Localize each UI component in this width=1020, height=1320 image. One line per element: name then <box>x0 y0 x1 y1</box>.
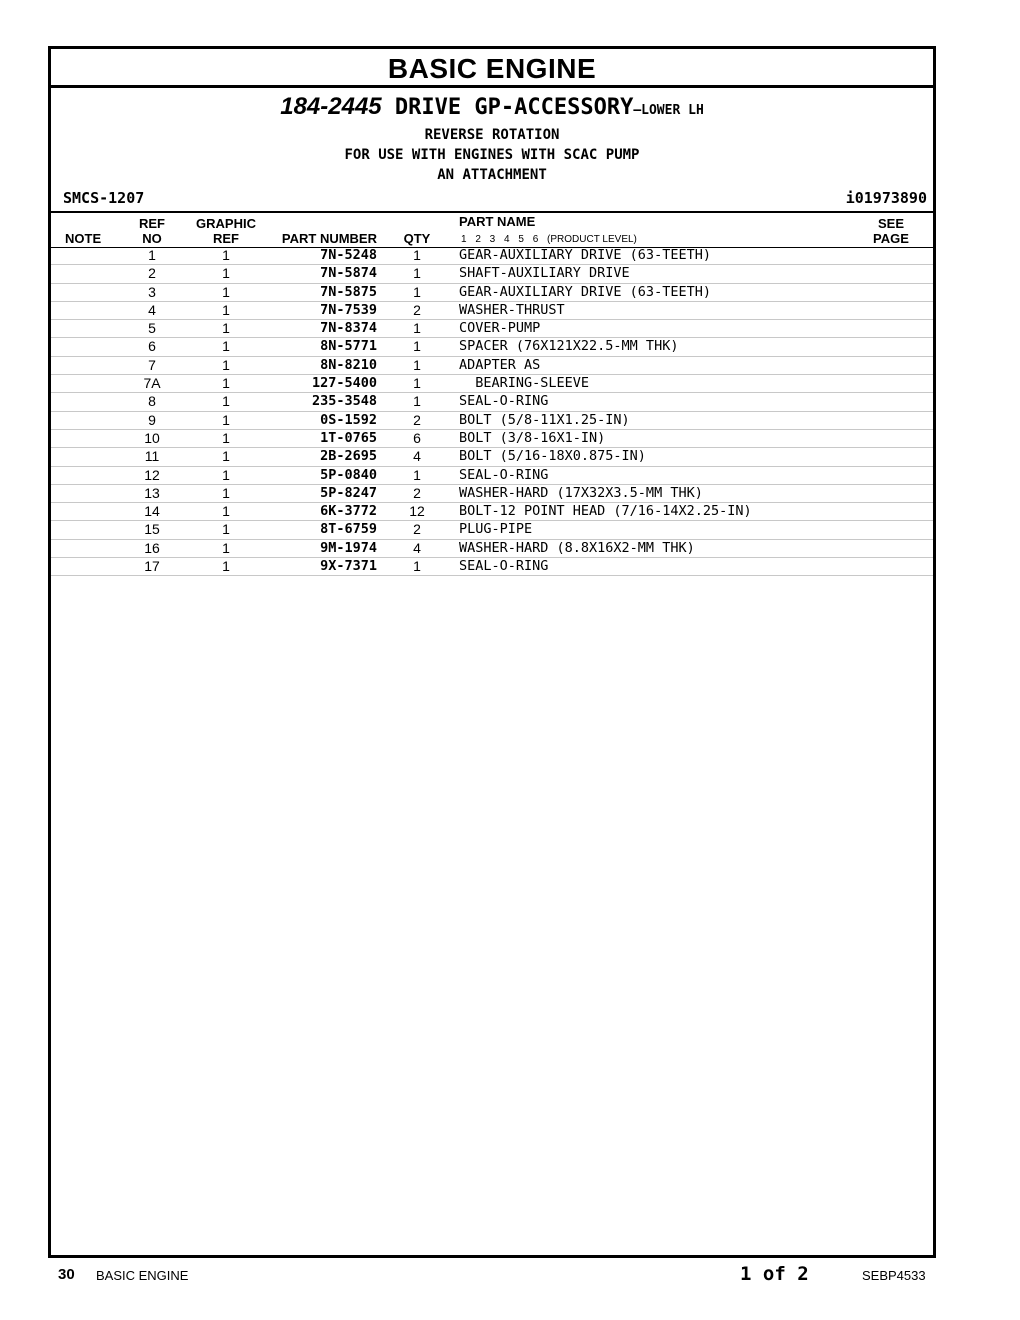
graphic-ref-cell: 1 <box>222 411 230 428</box>
part-number-cell: 8T-6759 <box>320 521 377 538</box>
table-row <box>51 357 933 375</box>
qty-cell: 2 <box>413 411 421 428</box>
ref-no-cell: 12 <box>144 466 160 483</box>
ref-no-cell: 9 <box>148 411 156 428</box>
graphic-ref-cell: 1 <box>222 247 230 263</box>
part-name-cell: GEAR-AUXILIARY DRIVE (63-TEETH) <box>459 283 711 300</box>
qty-cell: 1 <box>413 247 421 263</box>
part-number-cell: 8N-5771 <box>320 338 377 355</box>
graphic-ref-cell: 1 <box>222 448 230 465</box>
ref-no-cell: 14 <box>144 503 160 520</box>
page-number: 30 <box>58 1266 75 1283</box>
ref-no-cell: 5 <box>148 320 156 337</box>
ref-no-cell: 7 <box>148 356 156 373</box>
ref-no-cell: 11 <box>144 448 160 465</box>
page-count: 1 of 2 <box>740 1263 809 1285</box>
part-name-cell: BOLT-12 POINT HEAD (7/16-14X2.25-IN) <box>459 503 752 520</box>
part-name-cell: WASHER-HARD (8.8X16X2-MM THK) <box>459 539 695 556</box>
footer-section: BASIC ENGINE <box>96 1268 189 1283</box>
col-part-name-header: PART NAME <box>459 214 536 229</box>
part-number-cell: 9X-7371 <box>320 558 377 575</box>
table-row <box>51 338 933 356</box>
table-row <box>51 430 933 448</box>
table-row <box>51 540 933 558</box>
part-name-cell: WASHER-THRUST <box>459 301 565 318</box>
qty-cell: 4 <box>413 448 421 465</box>
part-number-cell: 7N-7539 <box>320 301 377 318</box>
table-row <box>51 448 933 466</box>
qty-cell: 2 <box>413 301 421 318</box>
part-name-cell: SPACER (76X121X22.5-MM THK) <box>459 338 679 355</box>
graphic-ref-cell: 1 <box>222 320 230 337</box>
col-ref-header-line1: REF <box>139 216 165 231</box>
part-name-cell: BOLT (5/16-18X0.875-IN) <box>459 448 646 465</box>
ref-no-cell: 10 <box>144 429 160 446</box>
graphic-ref-cell: 1 <box>222 338 230 355</box>
group-note: AN ATTACHMENT <box>437 167 547 183</box>
table-row <box>51 375 933 393</box>
group-title-line <box>51 93 933 125</box>
table-row <box>51 412 933 430</box>
graphic-ref-cell: 1 <box>222 393 230 410</box>
part-name-cell: BEARING-SLEEVE <box>459 375 590 392</box>
ref-no-cell: 1 <box>148 247 156 263</box>
table-row <box>51 558 933 576</box>
ref-no-cell: 3 <box>148 283 156 300</box>
product-level-label: (PRODUCT LEVEL) <box>547 234 637 245</box>
ref-no-cell: 7A <box>143 375 161 392</box>
table-row <box>51 503 933 521</box>
ref-no-cell: 4 <box>148 301 156 318</box>
ref-no-cell: 6 <box>148 338 156 355</box>
qty-cell: 2 <box>413 521 421 538</box>
part-name-cell: COVER-PUMP <box>459 320 541 337</box>
table-row <box>51 302 933 320</box>
ref-no-cell: 8 <box>148 393 156 410</box>
table-row <box>51 247 933 265</box>
part-name-cell: PLUG-PIPE <box>459 521 533 538</box>
group-title: DRIVE GP-ACCESSORY <box>394 95 634 120</box>
graphic-ref-cell: 1 <box>222 539 230 556</box>
part-number-cell: 9M-1974 <box>320 539 377 556</box>
group-title-suffix: —LOWER LH <box>633 103 704 118</box>
ref-no-cell: 16 <box>144 539 160 556</box>
part-name-cell: SEAL-O-RING <box>459 558 549 575</box>
qty-cell: 1 <box>413 338 421 355</box>
ref-no-cell: 2 <box>148 265 156 282</box>
col-see-page-header-line1: SEE <box>877 216 904 231</box>
table-row <box>51 320 933 338</box>
document-id: SEBP4533 <box>862 1268 926 1283</box>
graphic-ref-cell: 1 <box>222 521 230 538</box>
graphic-ref-cell: 1 <box>222 301 230 318</box>
qty-cell: 1 <box>413 320 421 337</box>
group-part-number: 184-2445 <box>280 93 382 120</box>
part-name-cell: ADAPTER AS <box>459 356 541 373</box>
part-number-cell: 8N-8210 <box>320 356 377 373</box>
qty-cell: 1 <box>413 558 421 575</box>
part-number-cell: 0S-1592 <box>320 411 377 428</box>
qty-cell: 1 <box>413 466 421 483</box>
page-footer <box>0 1263 1020 1290</box>
parts-table-body <box>51 247 933 576</box>
graphic-ref-cell: 1 <box>222 265 230 282</box>
part-number-cell: 6K-3772 <box>320 503 377 520</box>
smcs-code: SMCS-1207 <box>63 189 145 207</box>
part-number-cell: 127-5400 <box>311 375 377 392</box>
section-title: BASIC ENGINE <box>51 49 933 88</box>
qty-cell: 1 <box>413 393 421 410</box>
group-note: FOR USE WITH ENGINES WITH SCAC PUMP <box>344 147 640 163</box>
qty-cell: 1 <box>413 375 421 392</box>
table-row <box>51 521 933 539</box>
qty-cell: 12 <box>409 503 425 520</box>
graphic-ref-cell: 1 <box>222 429 230 446</box>
ref-no-cell: 13 <box>144 484 160 501</box>
level-numbers: 1 2 3 4 5 6 <box>461 234 539 245</box>
group-note: REVERSE ROTATION <box>424 127 560 143</box>
part-name-cell: GEAR-AUXILIARY DRIVE (63-TEETH) <box>459 247 711 263</box>
col-note-header: NOTE <box>65 231 102 246</box>
part-number-cell: 2B-2695 <box>320 448 377 465</box>
qty-cell: 1 <box>413 356 421 373</box>
graphic-ref-cell: 1 <box>222 283 230 300</box>
qty-cell: 1 <box>413 283 421 300</box>
part-name-cell: SEAL-O-RING <box>459 393 549 410</box>
graphic-ref-cell: 1 <box>222 503 230 520</box>
part-number-cell: 7N-5248 <box>320 247 377 263</box>
parts-table-header <box>51 211 933 248</box>
part-number-cell: 7N-5875 <box>320 283 377 300</box>
part-number-cell: 5P-8247 <box>320 484 377 501</box>
product-levels <box>461 234 637 245</box>
ref-no-cell: 15 <box>144 521 160 538</box>
qty-cell: 6 <box>413 429 421 446</box>
col-graphic-ref-header-line1: GRAPHIC <box>196 216 256 231</box>
qty-cell: 1 <box>413 265 421 282</box>
part-number-cell: 7N-5874 <box>320 265 377 282</box>
illustration-id: i01973890 <box>845 189 927 207</box>
table-row <box>51 467 933 485</box>
graphic-ref-cell: 1 <box>222 484 230 501</box>
table-row <box>51 265 933 283</box>
page-frame <box>48 46 936 1258</box>
qty-cell: 2 <box>413 484 421 501</box>
graphic-ref-cell: 1 <box>222 558 230 575</box>
part-number-cell: 235-3548 <box>311 393 377 410</box>
col-part-number-header: PART NUMBER <box>281 231 377 246</box>
col-see-page-header-line2: PAGE <box>873 231 909 246</box>
part-number-cell: 1T-0765 <box>320 429 377 446</box>
table-row <box>51 485 933 503</box>
table-row <box>51 393 933 411</box>
part-name-cell: SEAL-O-RING <box>459 466 549 483</box>
graphic-ref-cell: 1 <box>222 375 230 392</box>
col-ref-header-line2: NO <box>142 231 162 246</box>
col-graphic-ref-header-line2: REF <box>213 231 239 246</box>
part-name-cell: SHAFT-AUXILIARY DRIVE <box>459 265 630 282</box>
part-name-cell: BOLT (3/8-16X1-IN) <box>459 429 606 446</box>
graphic-ref-cell: 1 <box>222 466 230 483</box>
group-heading <box>51 93 933 185</box>
qty-cell: 4 <box>413 539 421 556</box>
col-qty-header: QTY <box>403 231 431 246</box>
part-name-cell: WASHER-HARD (17X32X3.5-MM THK) <box>459 484 703 501</box>
part-name-cell: BOLT (5/8-11X1.25-IN) <box>459 411 630 428</box>
ref-no-cell: 17 <box>144 558 160 575</box>
table-row <box>51 284 933 302</box>
part-number-cell: 5P-0840 <box>320 466 377 483</box>
part-number-cell: 7N-8374 <box>320 320 377 337</box>
graphic-ref-cell: 1 <box>222 356 230 373</box>
